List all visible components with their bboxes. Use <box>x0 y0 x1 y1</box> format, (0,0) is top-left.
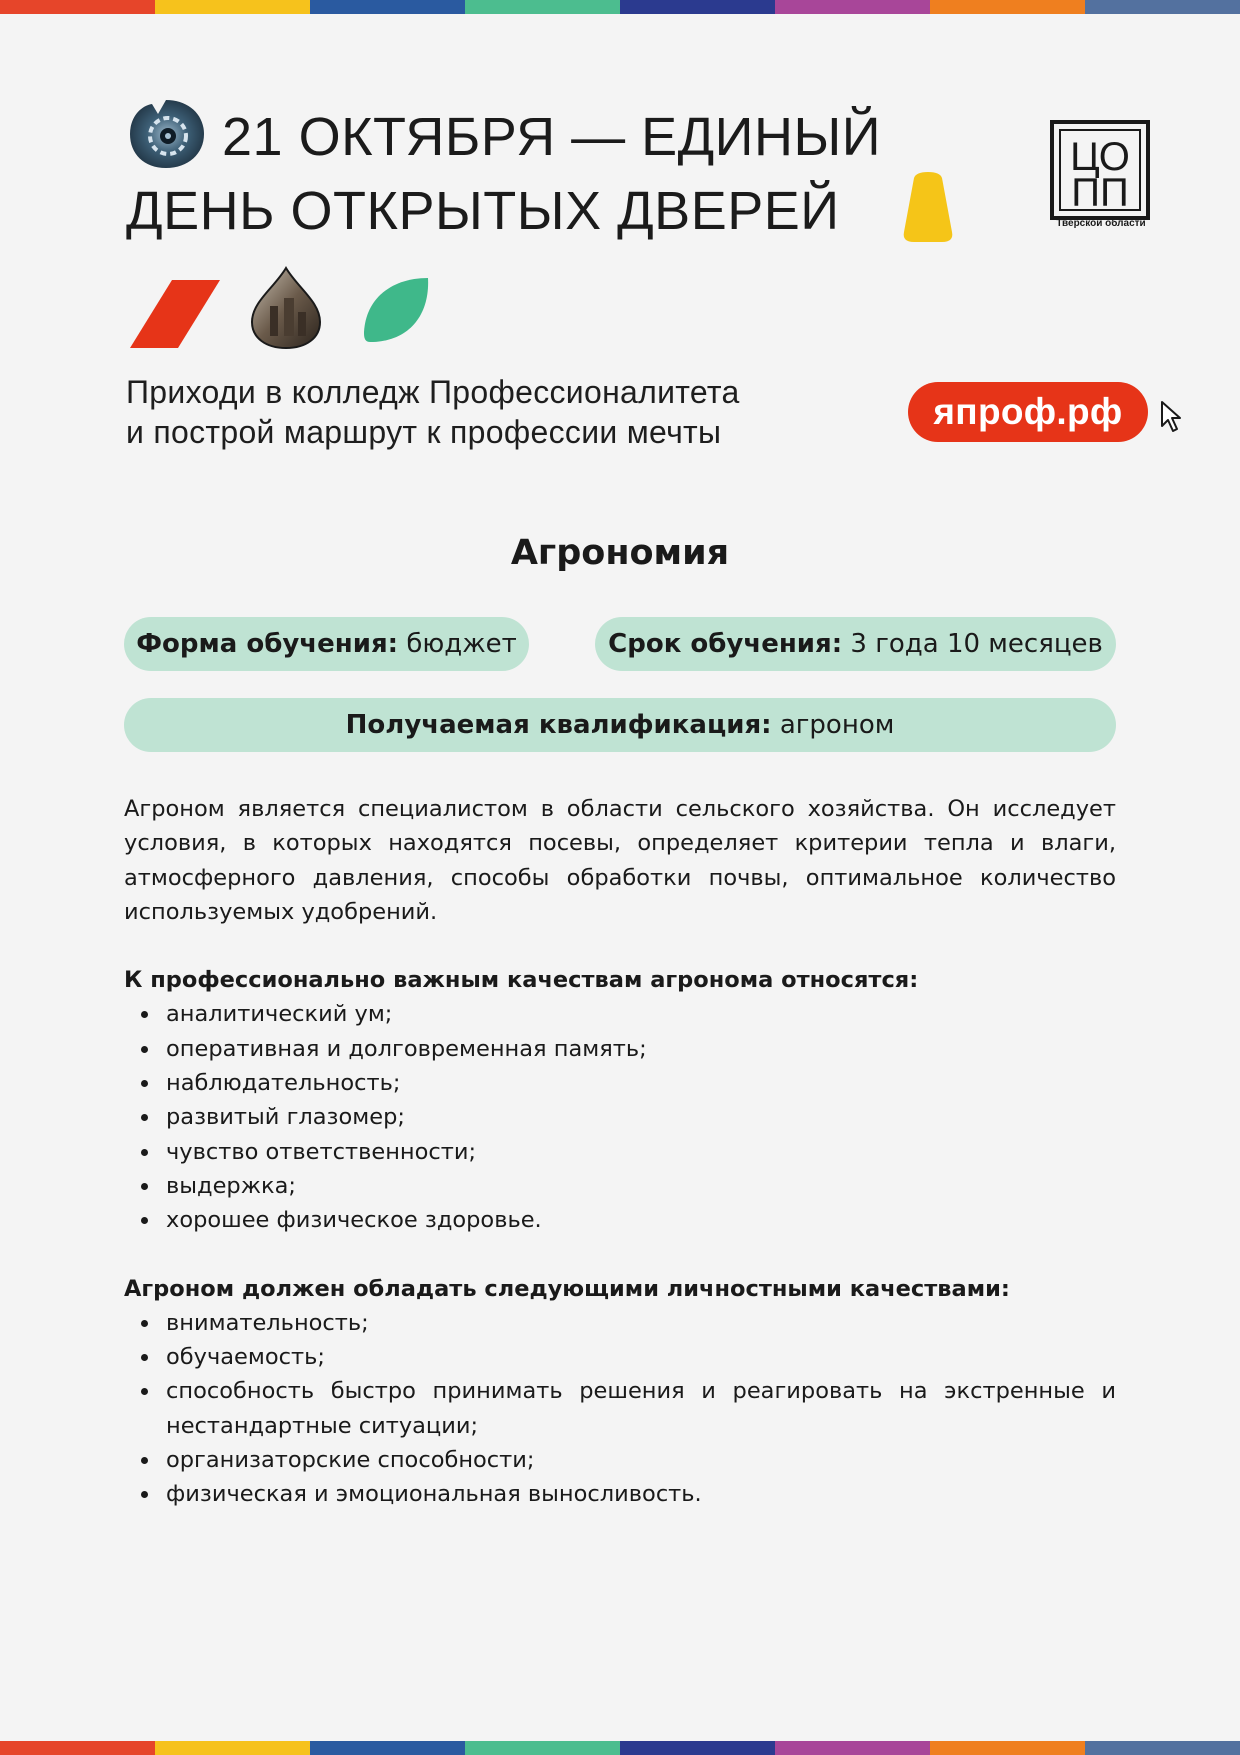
stripe-segment <box>775 1741 930 1755</box>
stripe-segment <box>620 1741 775 1755</box>
list-item: обучаемость; <box>124 1340 1116 1374</box>
list-item: физическая и эмоциональная выносливость. <box>124 1477 1116 1511</box>
qualities-heading: К профессионально важным качествам агронома относятся: <box>124 967 919 994</box>
stripe-segment <box>310 0 465 14</box>
study-term-value: 3 года 10 месяцев <box>850 629 1103 659</box>
stripe-segment <box>775 0 930 14</box>
headline <box>126 100 881 248</box>
logo-letters-bottom: ПП <box>1071 171 1129 215</box>
personal-list <box>124 1306 1116 1512</box>
headline-line-2: ДЕНЬ ОТКРЫТЫХ ДВЕРЕЙ <box>126 181 840 241</box>
stripe-segment <box>930 0 1085 14</box>
headline-line-1: 21 ОКТЯБРЯ — ЕДИНЫЙ <box>222 107 882 167</box>
stripe-segment <box>0 0 155 14</box>
study-form-badge <box>124 617 529 671</box>
study-term-label: Срок обучения: <box>608 629 843 659</box>
list-item: оперативная и долговременная память; <box>124 1032 1116 1066</box>
list-item: аналитический ум; <box>124 997 1116 1031</box>
stripe-segment <box>0 1741 155 1755</box>
logo-caption: Тверской области <box>1056 218 1146 229</box>
qualification-value: агроном <box>779 710 895 740</box>
tagline-line-1: Приходи в колледж Профессионалитета <box>126 374 740 410</box>
factory-photo-drop <box>240 266 326 350</box>
qualities-list <box>124 997 1116 1237</box>
list-item: способность быстро принимать решения и реагировать на экстренные и нестандартные ситуации; <box>124 1374 1116 1443</box>
list-item: внимательность; <box>124 1306 1116 1340</box>
list-item: выдержка; <box>124 1169 1116 1203</box>
list-item: чувство ответственности; <box>124 1135 1116 1169</box>
stripe-segment <box>465 1741 620 1755</box>
stripe-segment <box>1085 1741 1240 1755</box>
mouse-cursor-icon <box>1160 400 1184 434</box>
list-item: развитый глазомер; <box>124 1100 1116 1134</box>
logo-letters-top: ЦО <box>1070 135 1130 179</box>
stripe-segment <box>930 1741 1085 1755</box>
yellow-mark-icon <box>902 172 954 242</box>
stripe-segment <box>620 0 775 14</box>
list-item: хорошее физическое здоровье. <box>124 1203 1116 1237</box>
stripe-segment <box>1085 0 1240 14</box>
description-section <box>124 792 1116 1546</box>
stripe-segment <box>155 1741 310 1755</box>
bottom-color-stripe <box>0 1741 1240 1755</box>
red-parallelogram-shape <box>130 280 220 348</box>
program-title: Агрономия <box>510 533 730 573</box>
stripe-segment <box>465 0 620 14</box>
list-item: организаторские способности; <box>124 1443 1116 1477</box>
qualification-badge <box>124 698 1116 752</box>
top-color-stripe <box>0 0 1240 14</box>
qualification-label: Получаемая квалификация: <box>345 710 772 740</box>
green-leaf-shape <box>362 276 432 344</box>
study-form-label: Форма обучения: <box>136 629 399 659</box>
site-link-button[interactable]: япроф.рф <box>908 382 1148 442</box>
intro-paragraph: Агроном является специалистом в области сельского хозяйства. Он исследует условия, в которых находятся посевы, определяет критерии тепла и влаги, атмосферного давления, способы обработки почвы, оптимальное количество используемых удобрений. <box>124 796 1116 925</box>
stripe-segment <box>155 0 310 14</box>
study-term-badge <box>595 617 1116 671</box>
copp-logo <box>1050 120 1150 232</box>
personal-heading: Агроном должен обладать следующими личностными качествами: <box>124 1275 1010 1302</box>
tagline-line-2: и построй маршрут к профессии мечты <box>126 414 722 450</box>
stripe-segment <box>310 1741 465 1755</box>
tagline <box>126 372 740 452</box>
study-form-value: бюджет <box>406 629 517 659</box>
list-item: наблюдательность; <box>124 1066 1116 1100</box>
